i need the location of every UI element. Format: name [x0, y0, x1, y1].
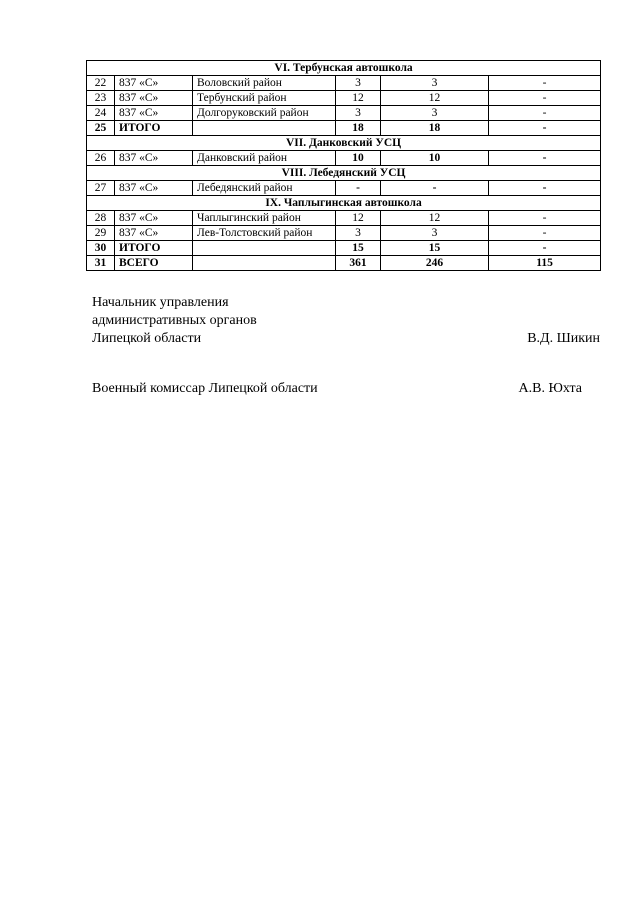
- value-a-cell: 3: [336, 76, 381, 91]
- section-title: VII. Данковский УСЦ: [87, 136, 601, 151]
- district-cell: Лев-Толстовский район: [193, 226, 336, 241]
- code-cell: 837 «С»: [115, 91, 193, 106]
- district-cell: Лебедянский район: [193, 181, 336, 196]
- value-c-cell: -: [489, 121, 601, 136]
- code-cell: ВСЕГО: [115, 256, 193, 271]
- code-cell: 837 «С»: [115, 211, 193, 226]
- row-number-cell: 25: [87, 121, 115, 136]
- value-b-cell: 3: [381, 76, 489, 91]
- table-row: [87, 76, 601, 91]
- table-row: [87, 121, 601, 136]
- code-cell: 837 «С»: [115, 151, 193, 166]
- table-row: [87, 241, 601, 256]
- section-title: VIII. Лебедянский УСЦ: [87, 166, 601, 181]
- district-cell: [193, 121, 336, 136]
- code-cell: 837 «С»: [115, 106, 193, 121]
- head-name: В.Д. Шикин: [527, 331, 600, 346]
- row-number-cell: 29: [87, 226, 115, 241]
- row-number-cell: 28: [87, 211, 115, 226]
- value-b-cell: 246: [381, 256, 489, 271]
- allocation-table: [86, 60, 601, 271]
- value-a-cell: 15: [336, 241, 381, 256]
- table-row: [87, 106, 601, 121]
- code-cell: ИТОГО: [115, 241, 193, 256]
- district-cell: Долгоруковский район: [193, 106, 336, 121]
- value-c-cell: -: [489, 106, 601, 121]
- value-b-cell: 18: [381, 121, 489, 136]
- value-c-cell: -: [489, 151, 601, 166]
- value-a-cell: 10: [336, 151, 381, 166]
- table-row: [87, 226, 601, 241]
- table-row: [87, 181, 601, 196]
- value-a-cell: 3: [336, 226, 381, 241]
- commissar-name: А.В. Юхта: [518, 381, 582, 396]
- head-title-line1: Начальник управления: [92, 295, 229, 310]
- row-number-cell: 26: [87, 151, 115, 166]
- value-b-cell: 12: [381, 91, 489, 106]
- value-b-cell: 12: [381, 211, 489, 226]
- value-b-cell: 3: [381, 226, 489, 241]
- value-c-cell: -: [489, 76, 601, 91]
- value-b-cell: 10: [381, 151, 489, 166]
- value-a-cell: 3: [336, 106, 381, 121]
- value-c-cell: -: [489, 211, 601, 226]
- value-a-cell: -: [336, 181, 381, 196]
- row-number-cell: 22: [87, 76, 115, 91]
- code-cell: 837 «С»: [115, 226, 193, 241]
- district-cell: [193, 241, 336, 256]
- value-a-cell: 12: [336, 91, 381, 106]
- section-header-row: [87, 166, 601, 181]
- section-title: IX. Чаплыгинская автошкола: [87, 196, 601, 211]
- table-body: [87, 61, 601, 271]
- table-row: [87, 256, 601, 271]
- row-number-cell: 24: [87, 106, 115, 121]
- section-header-row: [87, 61, 601, 76]
- head-title-line3: Липецкой области: [92, 331, 202, 346]
- district-cell: Данковский район: [193, 151, 336, 166]
- head-signature-block: [92, 294, 600, 348]
- district-cell: Воловский район: [193, 76, 336, 91]
- value-a-cell: 361: [336, 256, 381, 271]
- code-cell: 837 «С»: [115, 76, 193, 91]
- row-number-cell: 27: [87, 181, 115, 196]
- row-number-cell: 23: [87, 91, 115, 106]
- value-c-cell: -: [489, 226, 601, 241]
- row-number-cell: 30: [87, 241, 115, 256]
- table-row: [87, 211, 601, 226]
- district-cell: Тербунский район: [193, 91, 336, 106]
- head-title-line2: административных органов: [92, 313, 257, 328]
- value-a-cell: 12: [336, 211, 381, 226]
- section-header-row: [87, 196, 601, 211]
- value-c-cell: -: [489, 241, 601, 256]
- section-header-row: [87, 136, 601, 151]
- district-cell: [193, 256, 336, 271]
- code-cell: 837 «С»: [115, 181, 193, 196]
- commissar-title: Военный комиссар Липецкой области: [92, 381, 318, 396]
- table-row: [87, 151, 601, 166]
- value-b-cell: -: [381, 181, 489, 196]
- value-c-cell: 115: [489, 256, 601, 271]
- value-a-cell: 18: [336, 121, 381, 136]
- table-row: [87, 91, 601, 106]
- code-cell: ИТОГО: [115, 121, 193, 136]
- section-title: VI. Тербунская автошкола: [87, 61, 601, 76]
- commissar-signature-block: [92, 380, 600, 398]
- value-b-cell: 3: [381, 106, 489, 121]
- district-cell: Чаплыгинский район: [193, 211, 336, 226]
- value-b-cell: 15: [381, 241, 489, 256]
- value-c-cell: -: [489, 91, 601, 106]
- row-number-cell: 31: [87, 256, 115, 271]
- value-c-cell: -: [489, 181, 601, 196]
